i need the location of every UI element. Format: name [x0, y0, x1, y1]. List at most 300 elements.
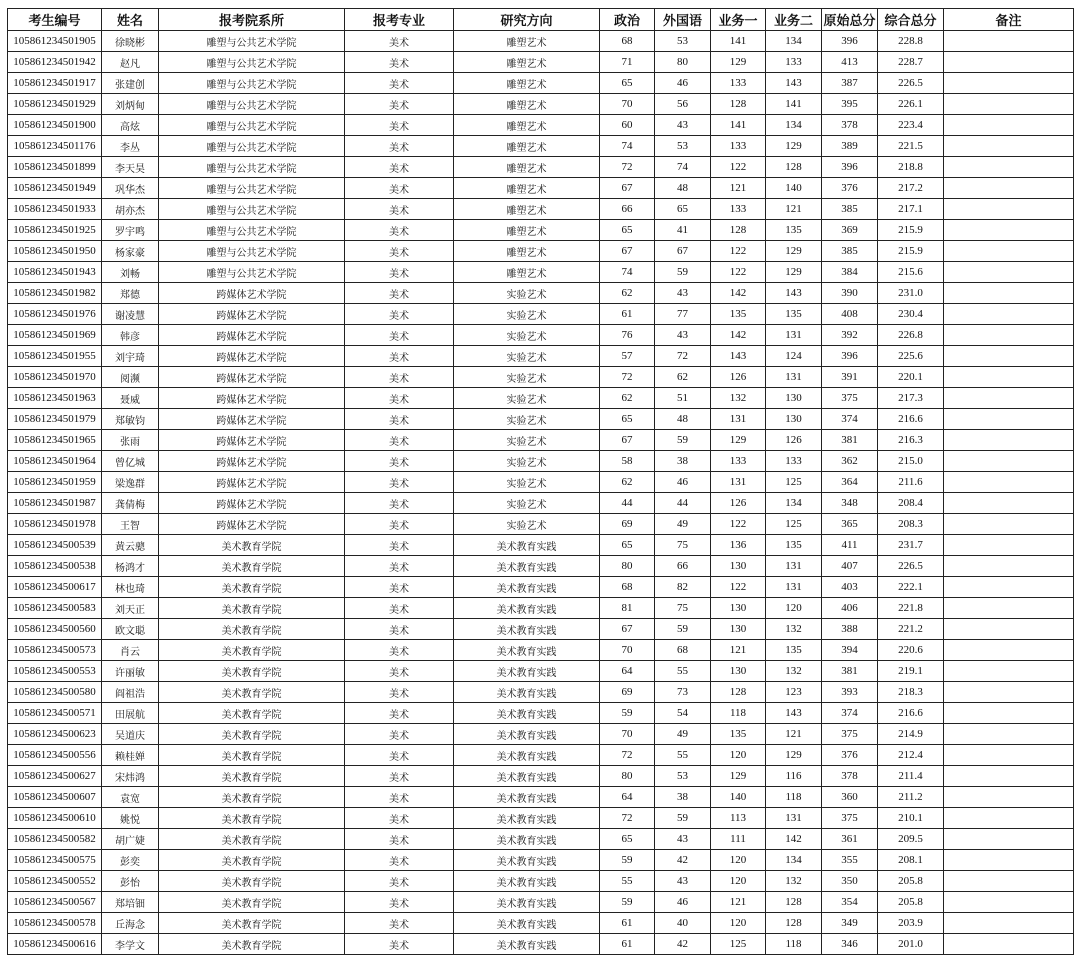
col-header-foreign-language: 外国语 [655, 9, 711, 31]
cell-remarks [944, 178, 1074, 199]
cell-research-direction: 雕塑艺术 [454, 136, 600, 157]
cell-research-direction: 实验艺术 [454, 493, 600, 514]
cell-raw-total: 413 [822, 52, 878, 73]
cell-exam-id: 105861234500627 [8, 766, 102, 787]
cell-exam-id: 105861234500556 [8, 745, 102, 766]
cell-raw-total: 403 [822, 577, 878, 598]
cell-research-direction: 雕塑艺术 [454, 115, 600, 136]
cell-composite-total: 222.1 [878, 577, 944, 598]
col-header-research-direction: 研究方向 [454, 9, 600, 31]
cell-foreign-language: 59 [655, 430, 711, 451]
cell-raw-total: 360 [822, 787, 878, 808]
cell-composite-total: 209.5 [878, 829, 944, 850]
cell-raw-total: 375 [822, 388, 878, 409]
cell-composite-total: 211.4 [878, 766, 944, 787]
cell-subject-one: 122 [711, 241, 766, 262]
cell-remarks [944, 31, 1074, 52]
cell-subject-two: 129 [766, 745, 822, 766]
cell-research-direction: 美术教育实践 [454, 850, 600, 871]
table-row [8, 598, 1074, 619]
cell-remarks [944, 619, 1074, 640]
cell-subject-two: 129 [766, 241, 822, 262]
cell-remarks [944, 157, 1074, 178]
cell-politics: 59 [600, 703, 655, 724]
cell-politics: 62 [600, 283, 655, 304]
cell-subject-two: 131 [766, 325, 822, 346]
cell-remarks [944, 934, 1074, 955]
cell-composite-total: 215.0 [878, 451, 944, 472]
table-body [8, 31, 1074, 955]
cell-exam-id: 105861234501949 [8, 178, 102, 199]
cell-composite-total: 216.6 [878, 703, 944, 724]
table-row [8, 220, 1074, 241]
cell-research-direction: 实验艺术 [454, 388, 600, 409]
cell-exam-id: 105861234500552 [8, 871, 102, 892]
cell-department: 雕塑与公共艺术学院 [159, 241, 345, 262]
cell-raw-total: 392 [822, 325, 878, 346]
cell-major: 美术 [345, 157, 454, 178]
cell-composite-total: 205.8 [878, 892, 944, 913]
table-row [8, 178, 1074, 199]
table-row [8, 472, 1074, 493]
cell-name: 彭怡 [102, 871, 159, 892]
cell-foreign-language: 43 [655, 283, 711, 304]
cell-department: 跨媒体艺术学院 [159, 304, 345, 325]
cell-exam-id: 105861234501943 [8, 262, 102, 283]
cell-research-direction: 美术教育实践 [454, 556, 600, 577]
cell-name: 彭奕 [102, 850, 159, 871]
cell-department: 跨媒体艺术学院 [159, 430, 345, 451]
cell-research-direction: 美术教育实践 [454, 535, 600, 556]
cell-research-direction: 雕塑艺术 [454, 241, 600, 262]
cell-department: 美术教育学院 [159, 934, 345, 955]
cell-department: 美术教育学院 [159, 913, 345, 934]
cell-name: 王智 [102, 514, 159, 535]
cell-politics: 67 [600, 178, 655, 199]
cell-remarks [944, 136, 1074, 157]
cell-subject-two: 131 [766, 577, 822, 598]
cell-subject-two: 129 [766, 136, 822, 157]
cell-foreign-language: 43 [655, 829, 711, 850]
cell-exam-id: 105861234500567 [8, 892, 102, 913]
cell-major: 美术 [345, 94, 454, 115]
cell-research-direction: 实验艺术 [454, 283, 600, 304]
cell-major: 美术 [345, 409, 454, 430]
table-row [8, 829, 1074, 850]
cell-subject-two: 130 [766, 388, 822, 409]
cell-subject-two: 118 [766, 787, 822, 808]
cell-foreign-language: 80 [655, 52, 711, 73]
cell-major: 美术 [345, 472, 454, 493]
cell-department: 跨媒体艺术学院 [159, 367, 345, 388]
cell-department: 雕塑与公共艺术学院 [159, 199, 345, 220]
cell-foreign-language: 51 [655, 388, 711, 409]
cell-foreign-language: 54 [655, 703, 711, 724]
cell-research-direction: 实验艺术 [454, 430, 600, 451]
cell-name: 曾亿城 [102, 451, 159, 472]
cell-foreign-language: 49 [655, 514, 711, 535]
cell-exam-id: 105861234501982 [8, 283, 102, 304]
cell-remarks [944, 892, 1074, 913]
cell-major: 美术 [345, 73, 454, 94]
cell-foreign-language: 38 [655, 787, 711, 808]
cell-remarks [944, 325, 1074, 346]
cell-politics: 72 [600, 808, 655, 829]
cell-raw-total: 394 [822, 640, 878, 661]
cell-research-direction: 雕塑艺术 [454, 262, 600, 283]
cell-major: 美术 [345, 787, 454, 808]
cell-composite-total: 221.2 [878, 619, 944, 640]
cell-department: 雕塑与公共艺术学院 [159, 157, 345, 178]
cell-composite-total: 221.5 [878, 136, 944, 157]
cell-major: 美术 [345, 829, 454, 850]
cell-raw-total: 355 [822, 850, 878, 871]
cell-subject-two: 133 [766, 52, 822, 73]
cell-foreign-language: 46 [655, 472, 711, 493]
table-row [8, 766, 1074, 787]
cell-major: 美术 [345, 913, 454, 934]
cell-research-direction: 雕塑艺术 [454, 31, 600, 52]
cell-subject-one: 132 [711, 388, 766, 409]
table-row [8, 346, 1074, 367]
cell-composite-total: 226.1 [878, 94, 944, 115]
cell-remarks [944, 52, 1074, 73]
cell-remarks [944, 640, 1074, 661]
cell-subject-two: 132 [766, 619, 822, 640]
cell-name: 龚倩梅 [102, 493, 159, 514]
cell-subject-two: 135 [766, 640, 822, 661]
cell-remarks [944, 367, 1074, 388]
cell-department: 雕塑与公共艺术学院 [159, 73, 345, 94]
cell-department: 跨媒体艺术学院 [159, 388, 345, 409]
cell-major: 美术 [345, 682, 454, 703]
cell-subject-one: 126 [711, 493, 766, 514]
cell-politics: 57 [600, 346, 655, 367]
cell-composite-total: 226.5 [878, 556, 944, 577]
cell-raw-total: 378 [822, 115, 878, 136]
cell-name: 赖桂婵 [102, 745, 159, 766]
cell-name: 郑德 [102, 283, 159, 304]
cell-politics: 76 [600, 325, 655, 346]
cell-composite-total: 221.8 [878, 598, 944, 619]
cell-research-direction: 美术教育实践 [454, 808, 600, 829]
cell-remarks [944, 598, 1074, 619]
cell-exam-id: 105861234501933 [8, 199, 102, 220]
cell-major: 美术 [345, 934, 454, 955]
cell-foreign-language: 59 [655, 262, 711, 283]
cell-major: 美术 [345, 262, 454, 283]
cell-subject-one: 128 [711, 94, 766, 115]
cell-name: 宋炜鸿 [102, 766, 159, 787]
cell-research-direction: 雕塑艺术 [454, 94, 600, 115]
cell-politics: 71 [600, 52, 655, 73]
table-row [8, 661, 1074, 682]
cell-name: 徐晓彬 [102, 31, 159, 52]
cell-raw-total: 390 [822, 283, 878, 304]
cell-research-direction: 美术教育实践 [454, 871, 600, 892]
cell-major: 美术 [345, 703, 454, 724]
cell-raw-total: 350 [822, 871, 878, 892]
cell-name: 阎祖浩 [102, 682, 159, 703]
cell-name: 巩华杰 [102, 178, 159, 199]
cell-subject-two: 130 [766, 409, 822, 430]
cell-foreign-language: 65 [655, 199, 711, 220]
cell-subject-two: 131 [766, 556, 822, 577]
cell-composite-total: 211.2 [878, 787, 944, 808]
cell-research-direction: 美术教育实践 [454, 934, 600, 955]
cell-subject-two: 125 [766, 514, 822, 535]
cell-exam-id: 105861234501929 [8, 94, 102, 115]
cell-subject-two: 121 [766, 199, 822, 220]
cell-raw-total: 385 [822, 199, 878, 220]
cell-name: 聂威 [102, 388, 159, 409]
cell-major: 美术 [345, 661, 454, 682]
cell-major: 美术 [345, 598, 454, 619]
cell-major: 美术 [345, 451, 454, 472]
cell-politics: 59 [600, 892, 655, 913]
col-header-exam-id: 考生编号 [8, 9, 102, 31]
cell-major: 美术 [345, 430, 454, 451]
table-row [8, 850, 1074, 871]
cell-research-direction: 雕塑艺术 [454, 52, 600, 73]
cell-name: 李丛 [102, 136, 159, 157]
header-row [8, 9, 1074, 31]
table-row [8, 787, 1074, 808]
cell-politics: 69 [600, 514, 655, 535]
cell-exam-id: 105861234500578 [8, 913, 102, 934]
cell-subject-one: 133 [711, 451, 766, 472]
cell-politics: 64 [600, 787, 655, 808]
cell-name: 李天昊 [102, 157, 159, 178]
cell-exam-id: 105861234500623 [8, 724, 102, 745]
cell-department: 跨媒体艺术学院 [159, 325, 345, 346]
table-row [8, 682, 1074, 703]
cell-subject-two: 134 [766, 493, 822, 514]
cell-exam-id: 105861234501925 [8, 220, 102, 241]
table-row [8, 409, 1074, 430]
cell-politics: 61 [600, 304, 655, 325]
cell-foreign-language: 46 [655, 73, 711, 94]
table-row [8, 556, 1074, 577]
cell-subject-one: 131 [711, 409, 766, 430]
cell-foreign-language: 56 [655, 94, 711, 115]
cell-department: 美术教育学院 [159, 661, 345, 682]
cell-subject-two: 143 [766, 73, 822, 94]
cell-major: 美术 [345, 115, 454, 136]
cell-raw-total: 389 [822, 136, 878, 157]
cell-department: 雕塑与公共艺术学院 [159, 178, 345, 199]
table-row [8, 31, 1074, 52]
cell-subject-two: 141 [766, 94, 822, 115]
cell-composite-total: 215.9 [878, 220, 944, 241]
cell-foreign-language: 44 [655, 493, 711, 514]
cell-foreign-language: 43 [655, 115, 711, 136]
cell-remarks [944, 766, 1074, 787]
cell-name: 刘天正 [102, 598, 159, 619]
cell-politics: 70 [600, 724, 655, 745]
cell-exam-id: 105861234500583 [8, 598, 102, 619]
cell-major: 美术 [345, 52, 454, 73]
cell-composite-total: 211.6 [878, 472, 944, 493]
cell-department: 雕塑与公共艺术学院 [159, 220, 345, 241]
cell-subject-one: 135 [711, 304, 766, 325]
cell-remarks [944, 115, 1074, 136]
cell-raw-total: 388 [822, 619, 878, 640]
cell-exam-id: 105861234500580 [8, 682, 102, 703]
cell-politics: 69 [600, 682, 655, 703]
cell-department: 跨媒体艺术学院 [159, 283, 345, 304]
cell-composite-total: 225.6 [878, 346, 944, 367]
cell-research-direction: 雕塑艺术 [454, 199, 600, 220]
cell-foreign-language: 66 [655, 556, 711, 577]
cell-major: 美术 [345, 766, 454, 787]
cell-major: 美术 [345, 178, 454, 199]
cell-foreign-language: 73 [655, 682, 711, 703]
cell-foreign-language: 40 [655, 913, 711, 934]
cell-name: 刘宇琦 [102, 346, 159, 367]
cell-name: 杨家豪 [102, 241, 159, 262]
cell-foreign-language: 75 [655, 535, 711, 556]
cell-department: 雕塑与公共艺术学院 [159, 136, 345, 157]
cell-name: 李学文 [102, 934, 159, 955]
cell-subject-one: 133 [711, 136, 766, 157]
col-header-subject-one: 业务一 [711, 9, 766, 31]
cell-composite-total: 215.9 [878, 241, 944, 262]
cell-raw-total: 362 [822, 451, 878, 472]
cell-department: 美术教育学院 [159, 619, 345, 640]
table-row [8, 73, 1074, 94]
cell-composite-total: 217.1 [878, 199, 944, 220]
cell-subject-one: 130 [711, 661, 766, 682]
cell-subject-one: 140 [711, 787, 766, 808]
cell-foreign-language: 38 [655, 451, 711, 472]
cell-raw-total: 365 [822, 514, 878, 535]
cell-major: 美术 [345, 199, 454, 220]
cell-politics: 66 [600, 199, 655, 220]
cell-raw-total: 354 [822, 892, 878, 913]
cell-department: 美术教育学院 [159, 556, 345, 577]
cell-foreign-language: 75 [655, 598, 711, 619]
table-row [8, 115, 1074, 136]
cell-raw-total: 374 [822, 703, 878, 724]
cell-major: 美术 [345, 31, 454, 52]
col-header-department: 报考院系所 [159, 9, 345, 31]
cell-exam-id: 105861234501950 [8, 241, 102, 262]
cell-foreign-language: 55 [655, 745, 711, 766]
cell-foreign-language: 43 [655, 871, 711, 892]
cell-major: 美术 [345, 493, 454, 514]
cell-department: 美术教育学院 [159, 745, 345, 766]
cell-subject-one: 130 [711, 598, 766, 619]
cell-raw-total: 381 [822, 661, 878, 682]
cell-department: 跨媒体艺术学院 [159, 472, 345, 493]
cell-composite-total: 203.9 [878, 913, 944, 934]
cell-name: 胡广婕 [102, 829, 159, 850]
cell-remarks [944, 220, 1074, 241]
cell-research-direction: 美术教育实践 [454, 682, 600, 703]
cell-remarks [944, 556, 1074, 577]
cell-name: 韩彦 [102, 325, 159, 346]
cell-remarks [944, 745, 1074, 766]
cell-research-direction: 美术教育实践 [454, 745, 600, 766]
cell-name: 郑培钿 [102, 892, 159, 913]
cell-composite-total: 208.1 [878, 850, 944, 871]
cell-exam-id: 105861234500571 [8, 703, 102, 724]
cell-exam-id: 105861234501965 [8, 430, 102, 451]
cell-remarks [944, 262, 1074, 283]
cell-remarks [944, 199, 1074, 220]
cell-research-direction: 雕塑艺术 [454, 73, 600, 94]
cell-remarks [944, 304, 1074, 325]
cell-politics: 80 [600, 766, 655, 787]
cell-exam-id: 105861234500560 [8, 619, 102, 640]
cell-raw-total: 406 [822, 598, 878, 619]
cell-subject-two: 125 [766, 472, 822, 493]
cell-name: 郑敏钧 [102, 409, 159, 430]
cell-raw-total: 387 [822, 73, 878, 94]
cell-department: 雕塑与公共艺术学院 [159, 31, 345, 52]
cell-politics: 65 [600, 829, 655, 850]
cell-research-direction: 美术教育实践 [454, 598, 600, 619]
cell-exam-id: 105861234501969 [8, 325, 102, 346]
cell-research-direction: 实验艺术 [454, 367, 600, 388]
cell-foreign-language: 82 [655, 577, 711, 598]
table-row [8, 871, 1074, 892]
cell-politics: 61 [600, 913, 655, 934]
cell-subject-one: 129 [711, 766, 766, 787]
cell-composite-total: 216.3 [878, 430, 944, 451]
cell-foreign-language: 74 [655, 157, 711, 178]
cell-major: 美术 [345, 241, 454, 262]
cell-raw-total: 376 [822, 178, 878, 199]
cell-raw-total: 396 [822, 157, 878, 178]
cell-subject-two: 143 [766, 703, 822, 724]
cell-composite-total: 205.8 [878, 871, 944, 892]
cell-department: 跨媒体艺术学院 [159, 346, 345, 367]
cell-name: 阅濒 [102, 367, 159, 388]
cell-composite-total: 208.4 [878, 493, 944, 514]
cell-raw-total: 369 [822, 220, 878, 241]
cell-exam-id: 105861234501899 [8, 157, 102, 178]
cell-composite-total: 218.8 [878, 157, 944, 178]
cell-foreign-language: 53 [655, 31, 711, 52]
cell-subject-two: 143 [766, 283, 822, 304]
cell-remarks [944, 388, 1074, 409]
cell-remarks [944, 661, 1074, 682]
cell-subject-one: 133 [711, 73, 766, 94]
cell-subject-one: 128 [711, 220, 766, 241]
table-row [8, 136, 1074, 157]
cell-subject-two: 134 [766, 115, 822, 136]
cell-name: 田展航 [102, 703, 159, 724]
cell-remarks [944, 871, 1074, 892]
cell-remarks [944, 850, 1074, 871]
cell-composite-total: 208.3 [878, 514, 944, 535]
cell-politics: 72 [600, 157, 655, 178]
cell-composite-total: 219.1 [878, 661, 944, 682]
table-row [8, 724, 1074, 745]
cell-name: 罗宇鸣 [102, 220, 159, 241]
cell-exam-id: 105861234500538 [8, 556, 102, 577]
cell-foreign-language: 48 [655, 178, 711, 199]
table-row [8, 493, 1074, 514]
cell-raw-total: 384 [822, 262, 878, 283]
cell-politics: 68 [600, 31, 655, 52]
table-row [8, 52, 1074, 73]
cell-composite-total: 231.0 [878, 283, 944, 304]
cell-composite-total: 216.6 [878, 409, 944, 430]
cell-exam-id: 105861234501978 [8, 514, 102, 535]
